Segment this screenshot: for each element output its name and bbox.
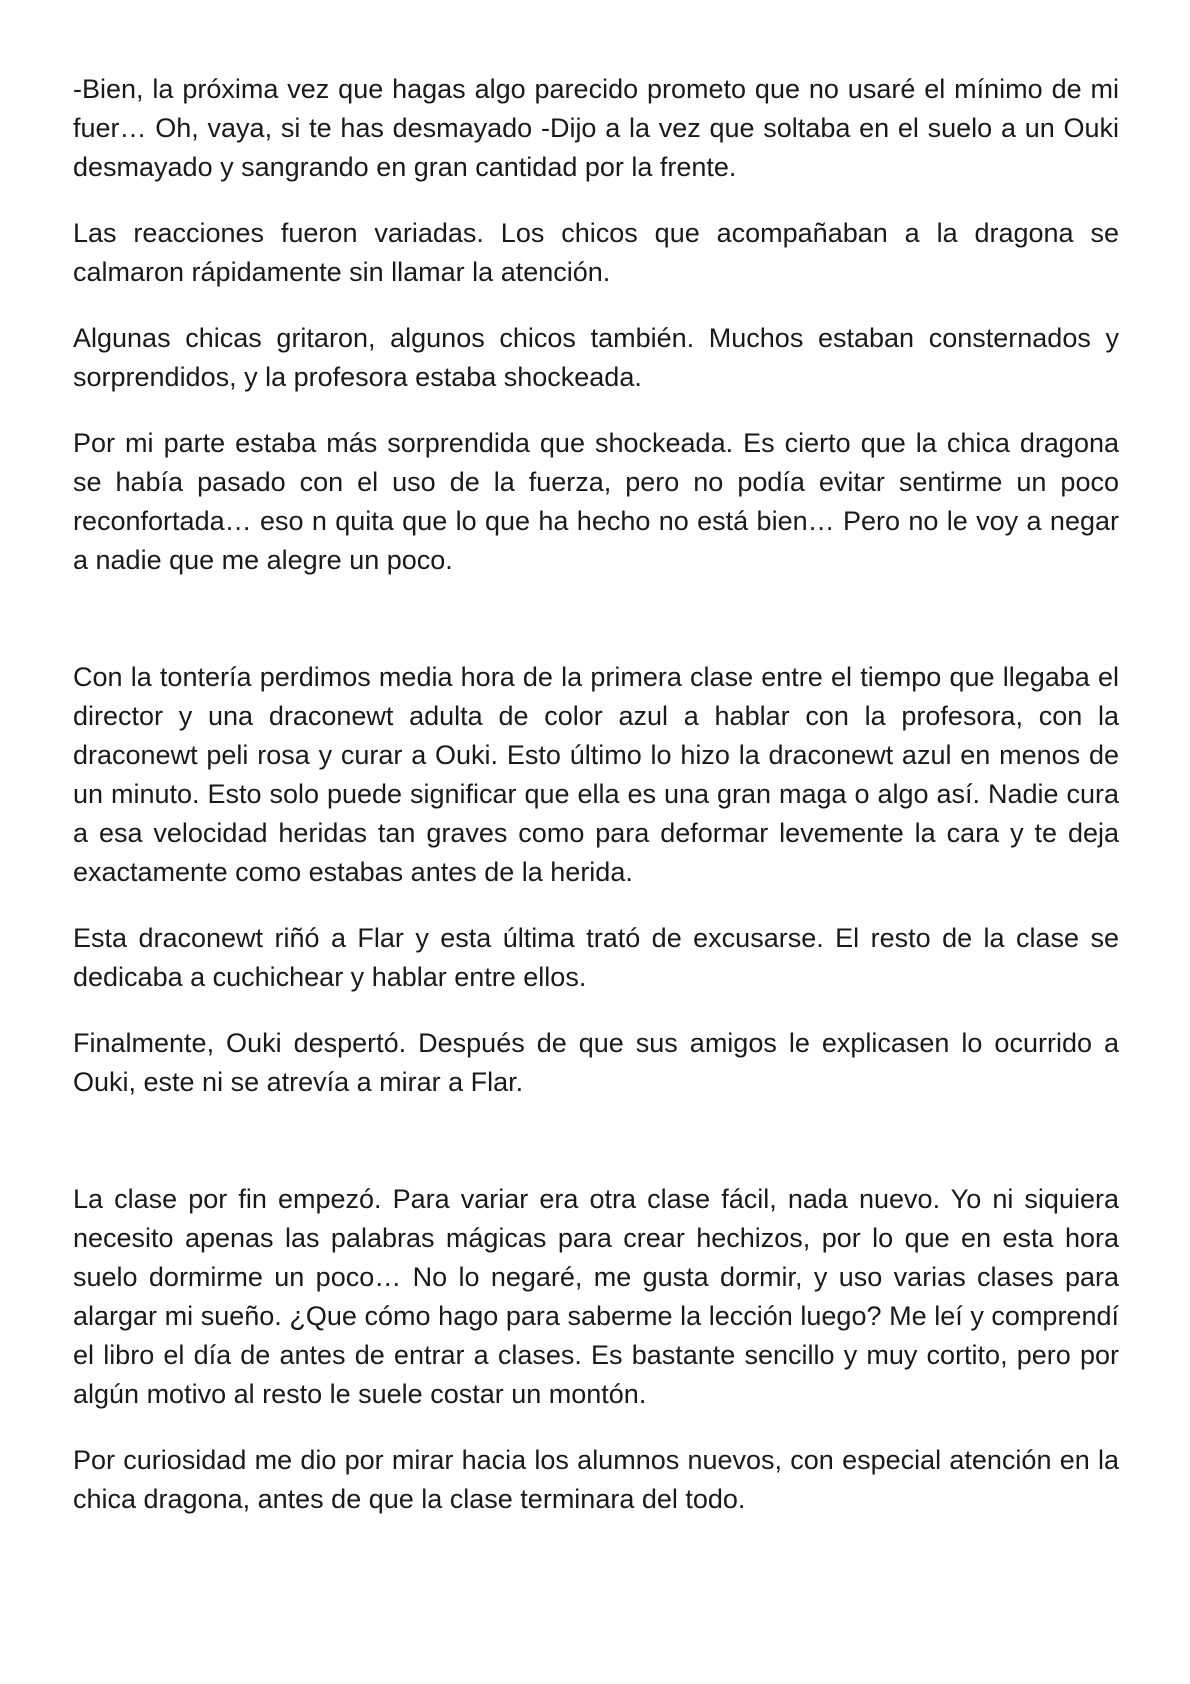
paragraph-8: La clase por fin empezó. Para variar era otra clase fácil, nada nuevo. Yo ni siquiera necesito apenas las palabras mágicas para crear hechizos, por lo que en esta hora suelo dormirme un poco… No lo negaré, me gusta dormir, y uso varias clases para alargar mi sueño. ¿Que cómo hago para saberme la lección luego? Me leí y comprendí el libro el día de antes de entrar a clases. Es bastante sencillo y muy cortito, pero por algún motivo al resto le suele costar un montón. (73, 1184, 1119, 1409)
paragraph-9: Por curiosidad me dio por mirar hacia los alumnos nuevos, con especial atención en la chica dragona, antes de que la clase terminara del todo. (73, 1445, 1119, 1514)
paragraph-5: Con la tontería perdimos media hora de la primera clase entre el tiempo que llegaba el director y una draconewt adulta de color azul a hablar con la profesora, con la draconewt peli rosa y curar a Ouki. Esto último lo hizo la draconewt azul en menos de un minuto. Esto solo puede significar que ella es una gran maga o algo así. Nadie cura a esa velocidad heridas tan graves como para deformar levemente la cara y te deja exactamente como estabas antes de la herida. (73, 662, 1119, 887)
paragraph-4: Por mi parte estaba más sorprendida que shockeada. Es cierto que la chica dragona se había pasado con el uso de la fuerza, pero no podía evitar sentirme un poco reconfortada… eso n quita que lo que ha hecho no está bien… Pero no le voy a negar a nadie que me alegre un poco. (73, 428, 1119, 575)
paragraph-1: -Bien, la próxima vez que hagas algo parecido prometo que no usaré el mínimo de mi fuer… Oh, vaya, si te has desmayado -Dijo a la vez que soltaba en el suelo a un Ouki desmayado y sangrando en gran cantidad por la frente. (73, 74, 1119, 182)
paragraph-2: Las reacciones fueron variadas. Los chicos que acompañaban a la dragona se calmaron rápidamente sin llamar la atención. (73, 218, 1119, 287)
paragraph-7: Finalmente, Ouki despertó. Después de que sus amigos le explicasen lo ocurrido a Ouki, este ni se atrevía a mirar a Flar. (73, 1028, 1119, 1097)
paragraph-3: Algunas chicas gritaron, algunos chicos también. Muchos estaban consternados y sorprendidos, y la profesora estaba shockeada. (73, 323, 1119, 392)
paragraph-6: Esta draconewt riñó a Flar y esta última trató de excusarse. El resto de la clase se dedicaba a cuchichear y hablar entre ellos. (73, 923, 1119, 992)
document-page (73, 70, 1119, 1546)
